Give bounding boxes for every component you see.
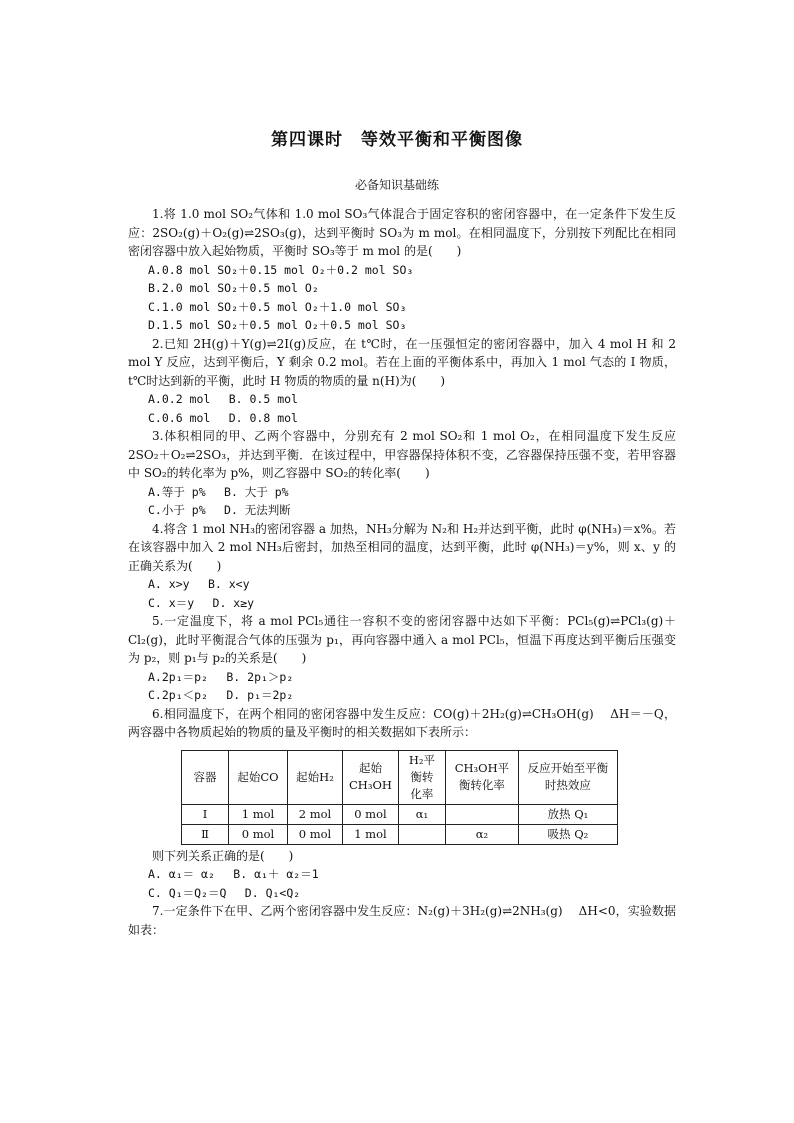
table-header-row (182, 750, 618, 804)
table-cell (445, 804, 518, 824)
page-title: 第四课时 等效平衡和平衡图像 (271, 130, 523, 150)
question-3-stem: 3.体积相同的甲、乙两个容器中，分别充有 2 mol SO₂和 1 mol O₂，在相同温度下发生反应 2SO₂＋O₂⇌2SO₃，并达到平衡．在该过程中，甲容器保持体积不变，乙容器保持压强不变，若甲容器中 SO₂的转化率为 p%，则乙容器中 SO₂的转化率( ) (128, 429, 676, 480)
table-cell: 0 mol (229, 824, 288, 844)
question-2-options-cd: C.0.6 mol D. 0.8 mol (148, 410, 298, 425)
table-cell (398, 824, 445, 844)
question-6-table (181, 750, 618, 845)
table-cell: 吸热 Q₂ (518, 824, 617, 844)
question-1-stem: 1.将 1.0 mol SO₂气体和 1.0 mol SO₃气体混合于固定容积的密闭容器中，在一定条件下发生反应：2SO₂(g)＋O₂(g)⇌2SO₃(g)，达到平衡时 SO₃为 m mol。在相同温度下，分别按下列配比在相同密闭容器中放入起始物质，平衡时 SO₃等于 m mol 的是( ) (128, 207, 676, 258)
table-cell: Ⅰ (182, 804, 229, 824)
question-1-option-b: B.2.0 mol SO₂＋0.5 mol O₂ (148, 281, 319, 295)
question-6-ask: 则下列关系正确的是( ) (152, 848, 294, 863)
section-subtitle: 必备知识基础练 (354, 178, 439, 192)
question-5-stem: 5.一定温度下，将 a mol PCl₅通往一容积不变的密闭容器中达如下平衡：PCl₅(g)⇌PCl₃(g)＋Cl₂(g)，此时平衡混合气体的压强为 p₁，再向容器中通入 a mol PCl₅，恒温下再度达到平衡后压强变为 p₂，则 p₁与 p₂的关系是( ) (128, 614, 676, 665)
question-5-options-ab: A.2p₁＝p₂ B. 2p₁＞p₂ (148, 669, 294, 684)
question-list (128, 205, 676, 939)
question-3-options-ab: A.等于 p% B. 大于 p% (148, 484, 289, 499)
table-header-cell: 反应开始至平衡时热效应 (518, 750, 617, 804)
table-cell: Ⅱ (182, 824, 229, 844)
question-4-options-ab: A. x>y B. x<y (148, 577, 250, 591)
question-1-option-a: A.0.8 mol SO₂＋0.15 mol O₂＋0.2 mol SO₃ (148, 262, 414, 277)
table-cell: 2 mol (288, 804, 343, 824)
question-4-stem: 4.将含 1 mol NH₃的密闭容器 a 加热，NH₃分解为 N₂和 H₂并达到平衡，此时 φ(NH₃)＝x%。若在该容器中加入 2 mol NH₃后密封，加热至相同的温度，达到平衡，此时 φ(NH₃)＝y%，则 x、y 的正确关系为( ) (128, 521, 676, 573)
question-5-options-cd: C.2p₁＜p₂ D. p₁＝2p₂ (148, 688, 294, 702)
table-header-cell: 起始H₂ (288, 750, 343, 804)
table-cell: 0 mol (343, 804, 399, 824)
table-cell: 0 mol (288, 824, 343, 844)
question-6-options-ab: A. α₁＝ α₂ B. α₁＋ α₂＝1 (148, 867, 319, 881)
table-cell: 放热 Q₁ (518, 804, 617, 824)
table-cell: 1 mol (229, 804, 288, 824)
question-3-options-cd: C.小于 p% D. 无法判断 (148, 503, 291, 517)
table-cell: α₂ (445, 824, 518, 844)
table-row (182, 804, 618, 824)
table-header-cell: 起始CH₃OH (343, 750, 399, 804)
question-7-stem: 7.一定条件下在甲、乙两个密闭容器中发生反应：N₂(g)＋3H₂(g)⇌2NH₃(g) ΔH<0，实验数据如表： (128, 904, 676, 937)
table-header-cell: CH₃OH平衡转化率 (445, 750, 518, 804)
table-header-cell: 容器 (182, 750, 229, 804)
question-2-stem: 2.已知 2H(g)＋Y(g)⇌2I(g)反应，在 t℃时，在一压强恒定的密闭容器中，加入 4 mol H 和 2 mol Y 反应，达到平衡后，Y 剩余 0.2 mol。若在上面的平衡体系中，再加入 1 mol 气态的 I 物质，t℃时达到新的平衡，此时 H 物质的物质的量 n(H)为( ) (128, 336, 676, 388)
table-cell: α₁ (398, 804, 445, 824)
question-6-stem: 6.相同温度下，在两个相同的密闭容器中发生反应：CO(g)＋2H₂(g)⇌CH₃OH(g) ΔH＝－Q，两容器中各物质起始的物质的量及平衡时的相关数据如下表所示： (128, 706, 676, 739)
table-header-cell: 起始CO (229, 750, 288, 804)
table-row (182, 824, 618, 844)
question-6-options-cd: C. Q₁＝Q₂＝Q D. Q₁<Q₂ (148, 885, 301, 900)
table-cell: 1 mol (343, 824, 399, 844)
question-1-option-c: C.1.0 mol SO₂＋0.5 mol O₂＋1.0 mol SO₃ (148, 299, 407, 314)
question-2-options-ab: A.0.2 mol B. 0.5 mol (148, 392, 298, 406)
table-header-cell: H₂平衡转化率 (398, 750, 445, 804)
question-1-option-d: D.1.5 mol SO₂＋0.5 mol O₂＋0.5 mol SO₃ (148, 318, 407, 332)
question-4-options-cd: C. x＝y D. x≥y (148, 595, 255, 610)
